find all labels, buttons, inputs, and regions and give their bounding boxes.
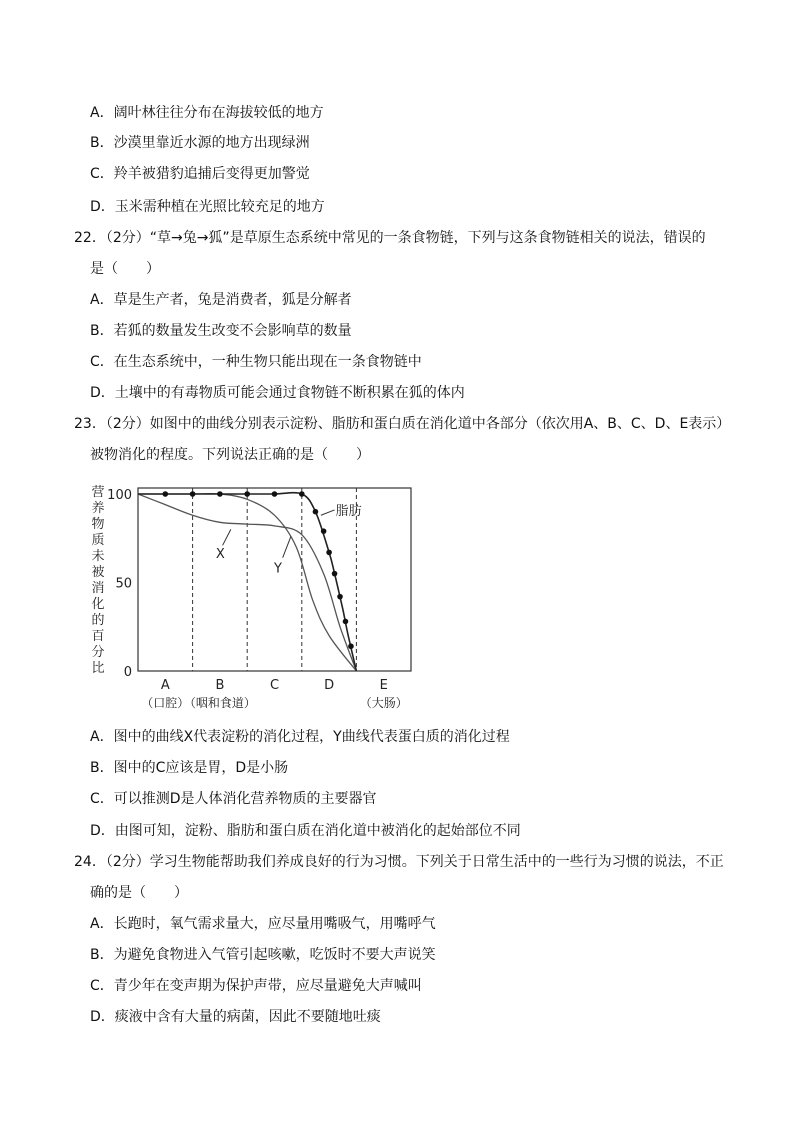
y-label-char: 养 xyxy=(91,501,105,516)
q22-option-d: D．土壤中的有毒物质可能会通过食物链不断积累在狐的体内 xyxy=(90,385,465,401)
q23-option-c: C．可以推测D是人体消化营养物质的主要器官 xyxy=(90,791,377,807)
y-label-char: 消 xyxy=(91,581,105,596)
y-label-char: 营 xyxy=(91,485,105,500)
y-axis-label xyxy=(91,485,104,676)
y-tick-label: 0 xyxy=(123,665,132,680)
q23-option-d: D．由图可知，淀粉、脂肪和蛋白质在消化道中被消化的起始部位不同 xyxy=(90,823,521,839)
y-label-char: 化 xyxy=(91,597,105,612)
y-label-char: 比 xyxy=(91,661,105,676)
x-category-label: C xyxy=(269,678,280,693)
fat-data-point xyxy=(272,491,278,497)
x-category-note: （大肠） xyxy=(359,696,408,710)
q21-option-c: C．羚羊被猎豹追捕后变得更加警觉 xyxy=(90,166,310,182)
fat-leader-line xyxy=(321,510,335,515)
q24-stem-cont: 确的是（ ） xyxy=(90,885,188,901)
fat-data-point xyxy=(313,509,319,515)
fat-data-point xyxy=(244,491,250,497)
series-label-fat: 脂肪 xyxy=(335,503,362,519)
q24-stem: 24．（2分）学习生物能帮助我们养成良好的行为习惯。下列关于日常生活中的一些行为习惯的说法，不正 xyxy=(74,854,724,870)
q21-option-a: A．阔叶林往往分布在海拔较低的地方 xyxy=(90,105,324,121)
x-category-label: D xyxy=(324,678,335,693)
q21-option-b: B．沙漠里靠近水源的地方出现绿洲 xyxy=(90,135,310,151)
fat-data-point xyxy=(332,571,338,577)
y-label-char: 被 xyxy=(91,565,105,580)
y-label-char: 百 xyxy=(91,629,105,644)
q22-option-b: B．若狐的数量发生改变不会影响草的数量 xyxy=(90,323,352,339)
fat-data-point xyxy=(163,491,169,497)
y-label-char: 分 xyxy=(91,645,105,660)
x-category-label: E xyxy=(379,678,388,693)
q24-option-c: C．青少年在变声期为保护声带，应尽量避免大声喊叫 xyxy=(90,978,422,994)
q23-stem: 23．（2分）如图中的曲线分别表示淀粉、脂肪和蛋白质在消化道中各部分（依次用A、B、C、D、E表示） xyxy=(74,416,731,432)
y-label-char: 物 xyxy=(91,517,105,532)
series-label-x: X xyxy=(215,547,225,563)
q22-stem-cont: 是（ ） xyxy=(90,261,160,277)
y-axis-ticks xyxy=(107,488,132,680)
q22-option-c: C．在生态系统中，一种生物只能出现在一条食物链中 xyxy=(90,354,422,370)
q23-option-a: A．图中的曲线X代表淀粉的消化过程，Y曲线代表蛋白质的消化过程 xyxy=(90,729,510,745)
fat-data-point xyxy=(326,550,332,556)
x-category-label: B xyxy=(215,678,225,693)
fat-data-point xyxy=(343,619,349,625)
y-label-char: 未 xyxy=(91,549,105,564)
q22-stem: 22．（2分）“草→兔→狐”是草原生态系统中常见的一条食物链，下列与这条食物链相关的说法，错误的 xyxy=(74,230,706,246)
q23-stem-cont: 被物消化的程度。下列说法正确的是（ ） xyxy=(90,447,370,463)
fat-data-point xyxy=(321,528,327,534)
y-tick-label: 100 xyxy=(107,488,132,503)
y-label-char: 的 xyxy=(91,613,105,628)
q24-option-d: D．痰液中含有大量的病菌，因此不要随地吐痰 xyxy=(90,1009,381,1025)
q24-option-b: B．为避免食物进入气管引起咳嗽，吃饭时不要大声说笑 xyxy=(90,947,436,963)
fat-data-point xyxy=(348,643,354,649)
fat-data-point xyxy=(190,491,196,497)
digestion-chart xyxy=(86,478,426,718)
fat-data-point xyxy=(337,594,343,600)
x-axis-labels xyxy=(141,678,407,710)
fat-data-point xyxy=(299,491,305,497)
fat-data-point xyxy=(217,491,223,497)
x-category-label: A xyxy=(160,678,170,693)
y-leader-line xyxy=(283,536,291,557)
x-category-note: （口腔） xyxy=(141,696,190,710)
q23-option-b: B．图中的C应该是胃，D是小肠 xyxy=(90,760,289,776)
q21-option-d: D．玉米需种植在光照比较充足的地方 xyxy=(90,199,325,215)
series-label-y: Y xyxy=(273,561,282,577)
q24-option-a: A．长跑时，氧气需求量大，应尽量用嘴吸气，用嘴呼气 xyxy=(90,916,436,932)
y-label-char: 质 xyxy=(91,533,105,548)
x-leader-line xyxy=(223,529,231,545)
x-category-note: （咽和食道） xyxy=(183,696,256,710)
q22-option-a: A．草是生产者，兔是消费者，狐是分解者 xyxy=(90,292,352,308)
series-labels xyxy=(216,503,362,576)
y-tick-label: 50 xyxy=(115,576,132,592)
